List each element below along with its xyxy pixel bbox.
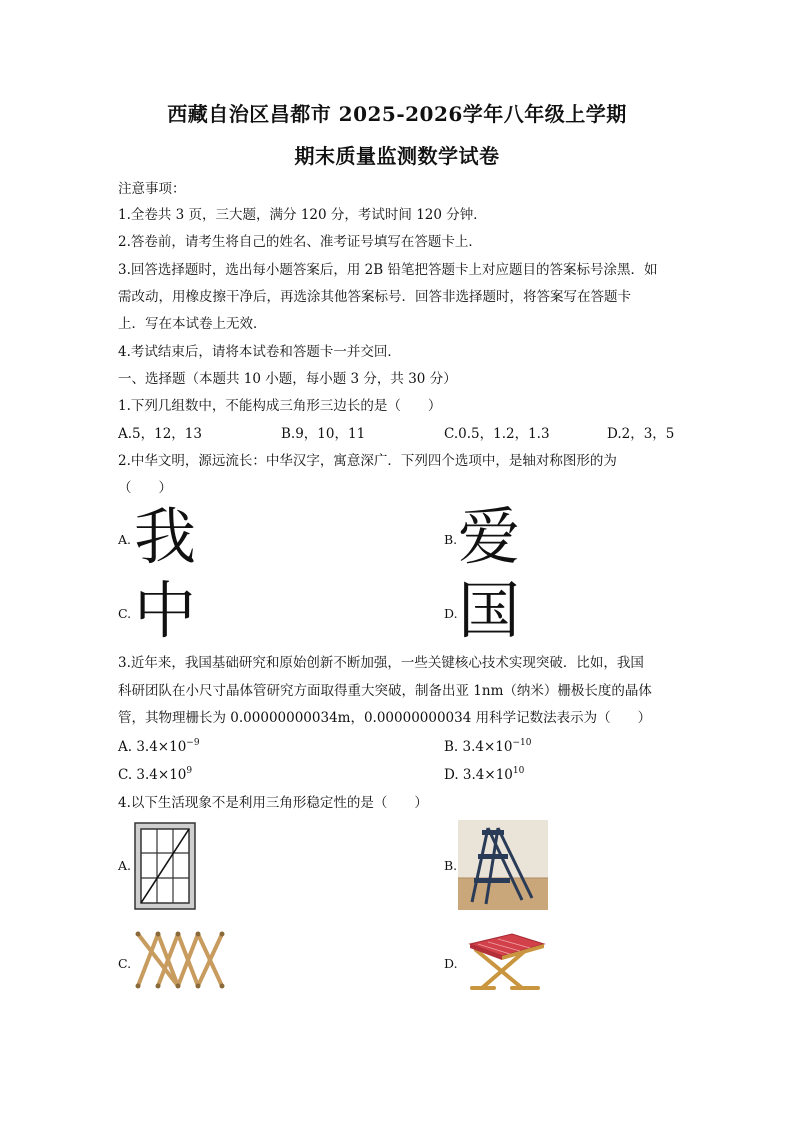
q3-option-c: C. $3.4\times 10^9$ [118, 766, 193, 783]
q1-stem: 1.下列几组数中，不能构成三角形三边长的是（ ） [118, 398, 442, 414]
window-frame-image [134, 822, 196, 910]
q1-option-b: B.9，10，11 [281, 426, 366, 442]
folding-stool-image [462, 930, 550, 992]
q4-option-c-label: C. [118, 956, 132, 971]
q4-stem: 4.以下生活现象不是利用三角形稳定性的是（ ） [118, 795, 428, 811]
note-3-line3: 上．写在本试卷上无效． [118, 316, 267, 332]
q2-option-d-char: 国 [458, 574, 521, 647]
q2-paren: （ ） [118, 480, 172, 496]
q3-stem-line3: 管，其物理栅长为 0.00000000034m，0.00000000034 用科学记数法表示为（ ） [118, 710, 652, 726]
note-4: 4.考试结束后，请将本试卷和答题卡一并交回． [118, 344, 401, 360]
exam-title-line2: 期末质量监测数学试卷 [294, 144, 500, 168]
q2-stem: 2.中华文明，源远流长：中华汉字，寓意深广．下列四个选项中，是轴对称图形的为 [118, 453, 617, 469]
q2-option-a-char: 我 [134, 500, 197, 573]
q2-option-c-label: C. [118, 606, 132, 621]
q2-option-b-char: 爱 [458, 500, 521, 573]
q3-option-d: D. $3.4\times 10^{10}$ [444, 766, 525, 783]
note-3-line1: 3.回答选择题时，选出每小题答案后，用 2B 铅笔把答题卡上对应题目的答案标号涂黑．如 [118, 262, 658, 278]
extendable-rack-image [134, 930, 226, 992]
q1-option-a: A.5，12，13 [118, 426, 202, 442]
q3-stem-line2: 科研团队在小尺寸晶体管研究方面取得重大突破，制备出亚 1nm（纳米）栅极长度的晶体 [118, 683, 652, 699]
q1-option-c: C.0.5，1.2，1.3 [444, 426, 550, 442]
q3-option-a: A. $3.4\times 10^{-9}$ [118, 738, 200, 755]
note-3-line2: 需改动，用橡皮擦干净后，再选涂其他答案标号．回答非选择题时，将答案写在答题卡 [118, 289, 631, 305]
step-ladder-image [458, 820, 548, 910]
q3-option-b: B. $3.4\times 10^{-10}$ [444, 738, 532, 755]
q2-option-a-label: A. [118, 532, 132, 547]
notes-heading: 注意事项： [118, 181, 186, 197]
q4-option-a-label: A. [118, 858, 132, 873]
exam-title-line1: 西藏自治区昌都市 2025-2026学年八年级上学期 [167, 102, 627, 126]
section-heading: 一、选择题（本题共 10 小题，每小题 3 分，共 30 分） [118, 371, 457, 387]
q2-option-d-label: D. [444, 606, 458, 621]
q3-stem-line1: 3.近年来，我国基础研究和原始创新不断加强，一些关键核心技术实现突破．比如，我国 [118, 655, 644, 671]
q2-option-c-char: 中 [134, 574, 197, 647]
q1-option-d: D.2，3，5 [607, 426, 675, 442]
note-1: 1.全卷共 3 页，三大题，满分 120 分，考试时间 120 分钟． [118, 207, 487, 223]
q2-option-b-label: B. [444, 532, 458, 547]
q4-option-d-label: D. [444, 956, 458, 971]
note-2: 2.答卷前，请考生将自己的姓名、准考证号填写在答题卡上． [118, 234, 482, 250]
q4-option-b-label: B. [444, 858, 458, 873]
